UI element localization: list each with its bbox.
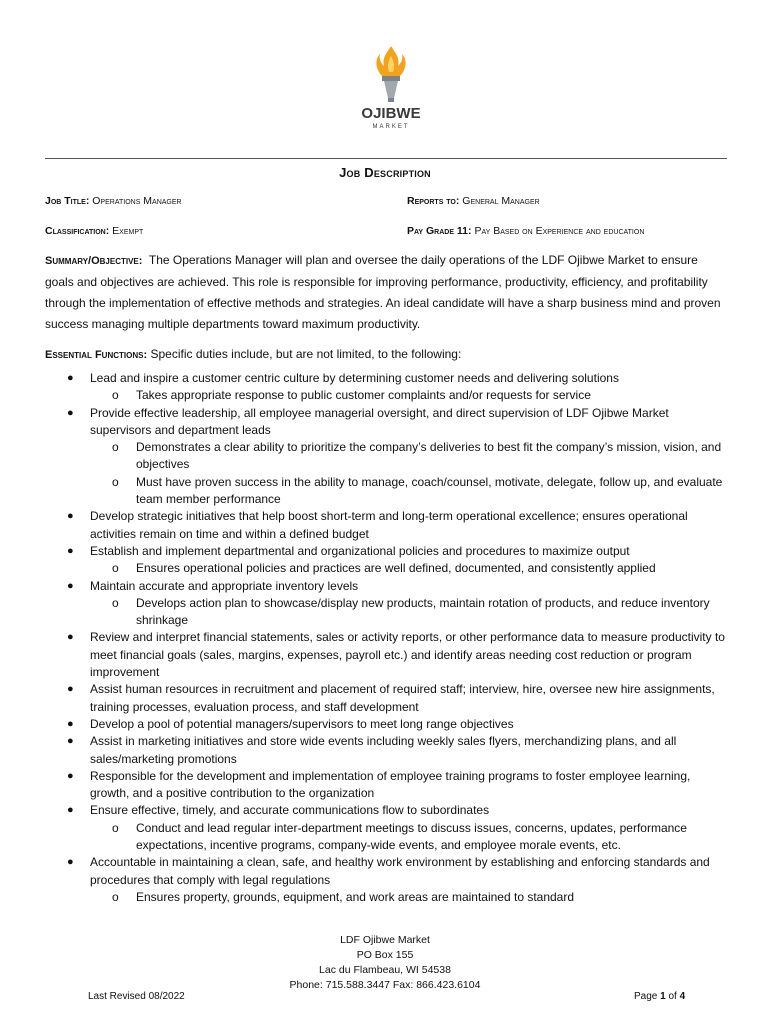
page-prefix: Page (634, 991, 658, 1002)
sub-item (90, 474, 730, 509)
sub-item (90, 387, 730, 404)
sub-item-text: Takes appropriate response to public customer complaints and/or requests for service (136, 388, 591, 403)
page-current: 1 (660, 991, 666, 1002)
job-title-field (45, 195, 182, 207)
sub-item (90, 889, 730, 906)
bullet-icon: ● (67, 372, 74, 384)
function-text: Provide effective leadership, all employee managerial oversight, and direct supervision of LDF Ojibwe Market supervisors and department leads (90, 405, 669, 437)
sub-item-text: Ensures operational policies and practices are well defined, documented, and consistently applied (136, 561, 656, 576)
function-item (45, 629, 730, 681)
function-item (45, 370, 730, 405)
last-revised: Last Revised 08/2022 (88, 991, 185, 1002)
page-total: 4 (679, 991, 686, 1002)
function-text: Develop a pool of potential managers/supervisors to meet long range objectives (90, 716, 514, 731)
essential-functions-heading (45, 346, 730, 364)
summary-objective (45, 250, 725, 335)
function-item (45, 733, 730, 768)
essential-functions (45, 346, 730, 906)
function-item (45, 543, 730, 578)
footer-address (0, 933, 770, 993)
logo-wordmark: OJIBWE (361, 105, 421, 122)
sub-item-text: Develops action plan to showcase/display new products, maintain rotation of products, and reduce inventory shrinkage (136, 595, 710, 628)
function-text: Lead and inspire a customer centric culture by determining customer needs and delivering solutions (90, 371, 619, 385)
function-text: Maintain accurate and appropriate inventory levels (90, 578, 359, 593)
function-text: Assist in marketing initiatives and store wide events including weekly sales flyers, merchandizing plans, and all sales/marketing promotions (90, 734, 677, 766)
bullet-icon: ● (67, 544, 74, 557)
sub-list (90, 820, 730, 855)
logo-subtext: MARKET (372, 124, 410, 130)
summary-label: Summary/Objective: (45, 255, 143, 267)
footer-phone-fax: Phone: 715.588.3447 Fax: 866.423.6104 (289, 979, 481, 991)
sub-list (90, 439, 730, 508)
bullet-icon: ● (67, 769, 74, 782)
sub-bullet-icon: o (112, 889, 119, 904)
page-of: of (668, 991, 677, 1002)
torch-icon (376, 46, 405, 102)
page-title: Job Description (339, 165, 431, 180)
bullet-icon: ● (67, 631, 74, 644)
function-text: Establish and implement departmental and organizational policies and procedures to maximize output (90, 543, 630, 558)
classification-value: Exempt (112, 225, 144, 237)
function-item (45, 681, 730, 716)
sub-item (90, 560, 730, 577)
classification-label: Classification: (45, 225, 110, 237)
header-divider (45, 158, 727, 159)
job-title-value: Operations Manager (92, 195, 182, 207)
sub-bullet-icon: o (112, 820, 119, 835)
sub-list (90, 560, 730, 577)
pay-grade-field (407, 225, 644, 237)
sub-item-text: Conduct and lead regular inter-department meetings to discuss issues, concerns, updates, performance expectations, incentive programs, company-wide events, and employee morale events, etc. (136, 820, 687, 853)
function-item (45, 802, 730, 854)
sub-list (90, 387, 730, 404)
function-item (45, 405, 730, 509)
function-text: Assist human resources in recruitment and placement of required staff; interview, hire, oversee new hire assignments, training processes, evaluation process, and staff development (90, 682, 715, 714)
bullet-icon: ● (67, 683, 74, 696)
sub-item (90, 820, 730, 855)
function-text: Ensure effective, timely, and accurate communications flow to subordinates (90, 803, 490, 818)
bullet-icon: ● (67, 804, 74, 817)
reports-to-value: General Manager (462, 195, 540, 207)
reports-to-label: Reports to: (407, 195, 460, 207)
function-item (45, 716, 730, 733)
sub-bullet-icon: o (112, 595, 119, 610)
function-text: Responsible for the development and implementation of employee training programs to foster employee learning, growth, and a positive contribution to the organization (90, 768, 691, 801)
function-text: Review and interpret financial statements, sales or activity reports, or other performance data to measure productivity to meet financial goals (sales, margins, expenses, payroll etc.) and identify areas needing cost reduction or program improvement (90, 630, 725, 680)
function-item (45, 854, 730, 906)
function-item (45, 508, 730, 543)
bullet-icon: ● (67, 510, 74, 523)
sub-item-text: Demonstrates a clear ability to prioritize the company’s deliveries to best fit the company’s mission, vision, and objectives (136, 440, 722, 472)
reports-to-field (407, 195, 540, 207)
essential-functions-label: Essential Functions: (45, 349, 148, 361)
sub-bullet-icon: o (112, 561, 119, 576)
sub-item-text: Must have proven success in the ability to manage, coach/counsel, motivate, delegate, follow up, and evaluate team member performance (136, 474, 723, 507)
bullet-icon: ● (67, 735, 74, 748)
essential-functions-intro: Specific duties include, but are not limited, to the following: (150, 347, 462, 361)
pay-grade-label: Pay Grade 11: (407, 225, 472, 237)
bullet-icon: ● (67, 406, 74, 419)
ojibwe-market-logo (358, 42, 424, 134)
footer-city: Lac du Flambeau, WI 54538 (319, 964, 451, 976)
sub-list (90, 889, 730, 906)
bullet-icon: ● (67, 856, 74, 869)
sub-bullet-icon: o (112, 440, 119, 455)
sub-list (90, 595, 730, 630)
bullet-icon: ● (67, 717, 74, 730)
sub-item (90, 439, 730, 474)
function-text: Accountable in maintaining a clean, safe, and healthy work environment by establishing and enforcing standards and procedures that comply with legal regulations (90, 855, 710, 887)
classification-field (45, 225, 143, 237)
sub-item (90, 595, 730, 630)
sub-bullet-icon: o (112, 388, 119, 403)
functions-list (45, 370, 730, 906)
footer-company: LDF Ojibwe Market (340, 934, 430, 946)
summary-text: The Operations Manager will plan and oversee the daily operations of the LDF Ojibwe Market to ensure goals and objectives are achieved. This role is responsible for improving performance, productivity, efficiency, and profitability through the implementation of effective methods and strategies. An ideal candidate will have a sharp business mind and proven success managing multiple departments toward maximum productivity. (45, 253, 721, 331)
bullet-icon: ● (67, 579, 74, 592)
page-number (634, 991, 685, 1002)
sub-item-text: Ensures property, grounds, equipment, and work areas are maintained to standard (136, 889, 575, 904)
job-title-label: Job Title: (45, 195, 90, 207)
function-item (45, 578, 730, 630)
function-item (45, 768, 730, 803)
pay-grade-value: Pay Based on Experience and education (474, 225, 645, 237)
sub-bullet-icon: o (112, 474, 119, 489)
function-text: Develop strategic initiatives that help boost short-term and long-term operational excellence; ensures operational activities remain on time and within a defined budget (90, 509, 688, 541)
footer-po-box: PO Box 155 (356, 949, 414, 961)
